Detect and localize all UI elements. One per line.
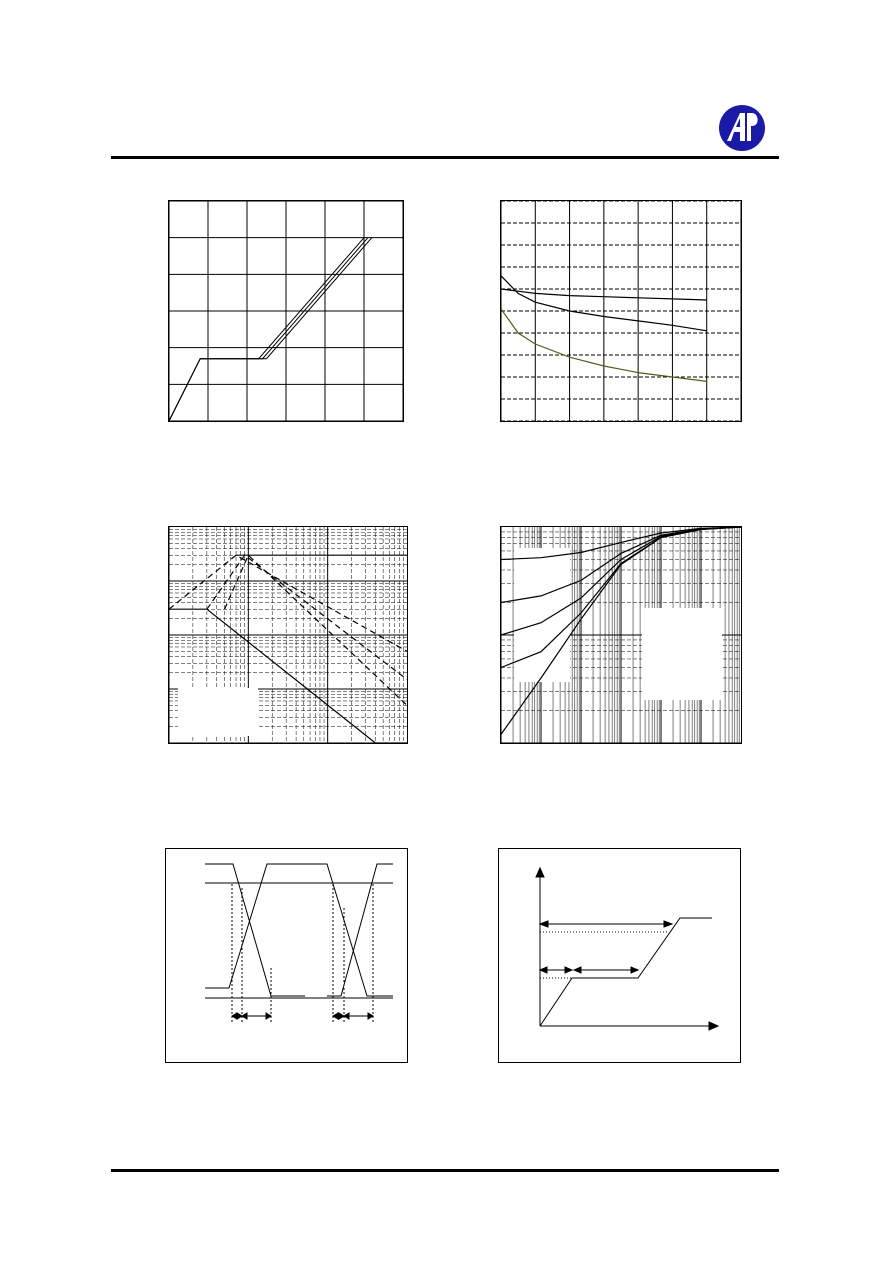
series-line-4 (225, 555, 408, 705)
figure-transient-thermal-impedance (500, 526, 742, 744)
gate-waveform-falling (327, 864, 393, 996)
fig2-chart (500, 200, 742, 422)
advanced-power-logo-icon (718, 104, 766, 152)
figure-transfer-curves (500, 200, 742, 422)
fig4-chart (500, 526, 742, 744)
footer-rule (111, 1169, 779, 1172)
figure-output-characteristics (168, 200, 404, 422)
series-line-3 (169, 238, 372, 421)
drain-waveform (205, 864, 393, 996)
switching-waveform-diagram (165, 848, 409, 1064)
figure-switching-waveform (165, 848, 409, 1064)
y-axis-arrow-icon (536, 868, 544, 877)
fig1-chart (168, 200, 404, 422)
timing-arrows (232, 1013, 373, 1019)
series-line-1 (169, 238, 364, 421)
figure-safe-operating-area (168, 526, 408, 744)
series-line-2 (169, 238, 368, 421)
series-line-3 (207, 555, 407, 679)
x-axis-arrow-icon (709, 1022, 718, 1030)
figure-gate-charge-waveform (498, 848, 742, 1064)
label-area (178, 688, 258, 736)
header-rule (111, 156, 779, 159)
label-area (514, 548, 570, 682)
gate-waveform (205, 864, 305, 996)
gate-charge-diagram (498, 848, 742, 1064)
label-area (642, 608, 722, 700)
series-line-2 (169, 555, 407, 651)
fig3-chart (168, 526, 408, 744)
charge-arrows (540, 921, 672, 973)
